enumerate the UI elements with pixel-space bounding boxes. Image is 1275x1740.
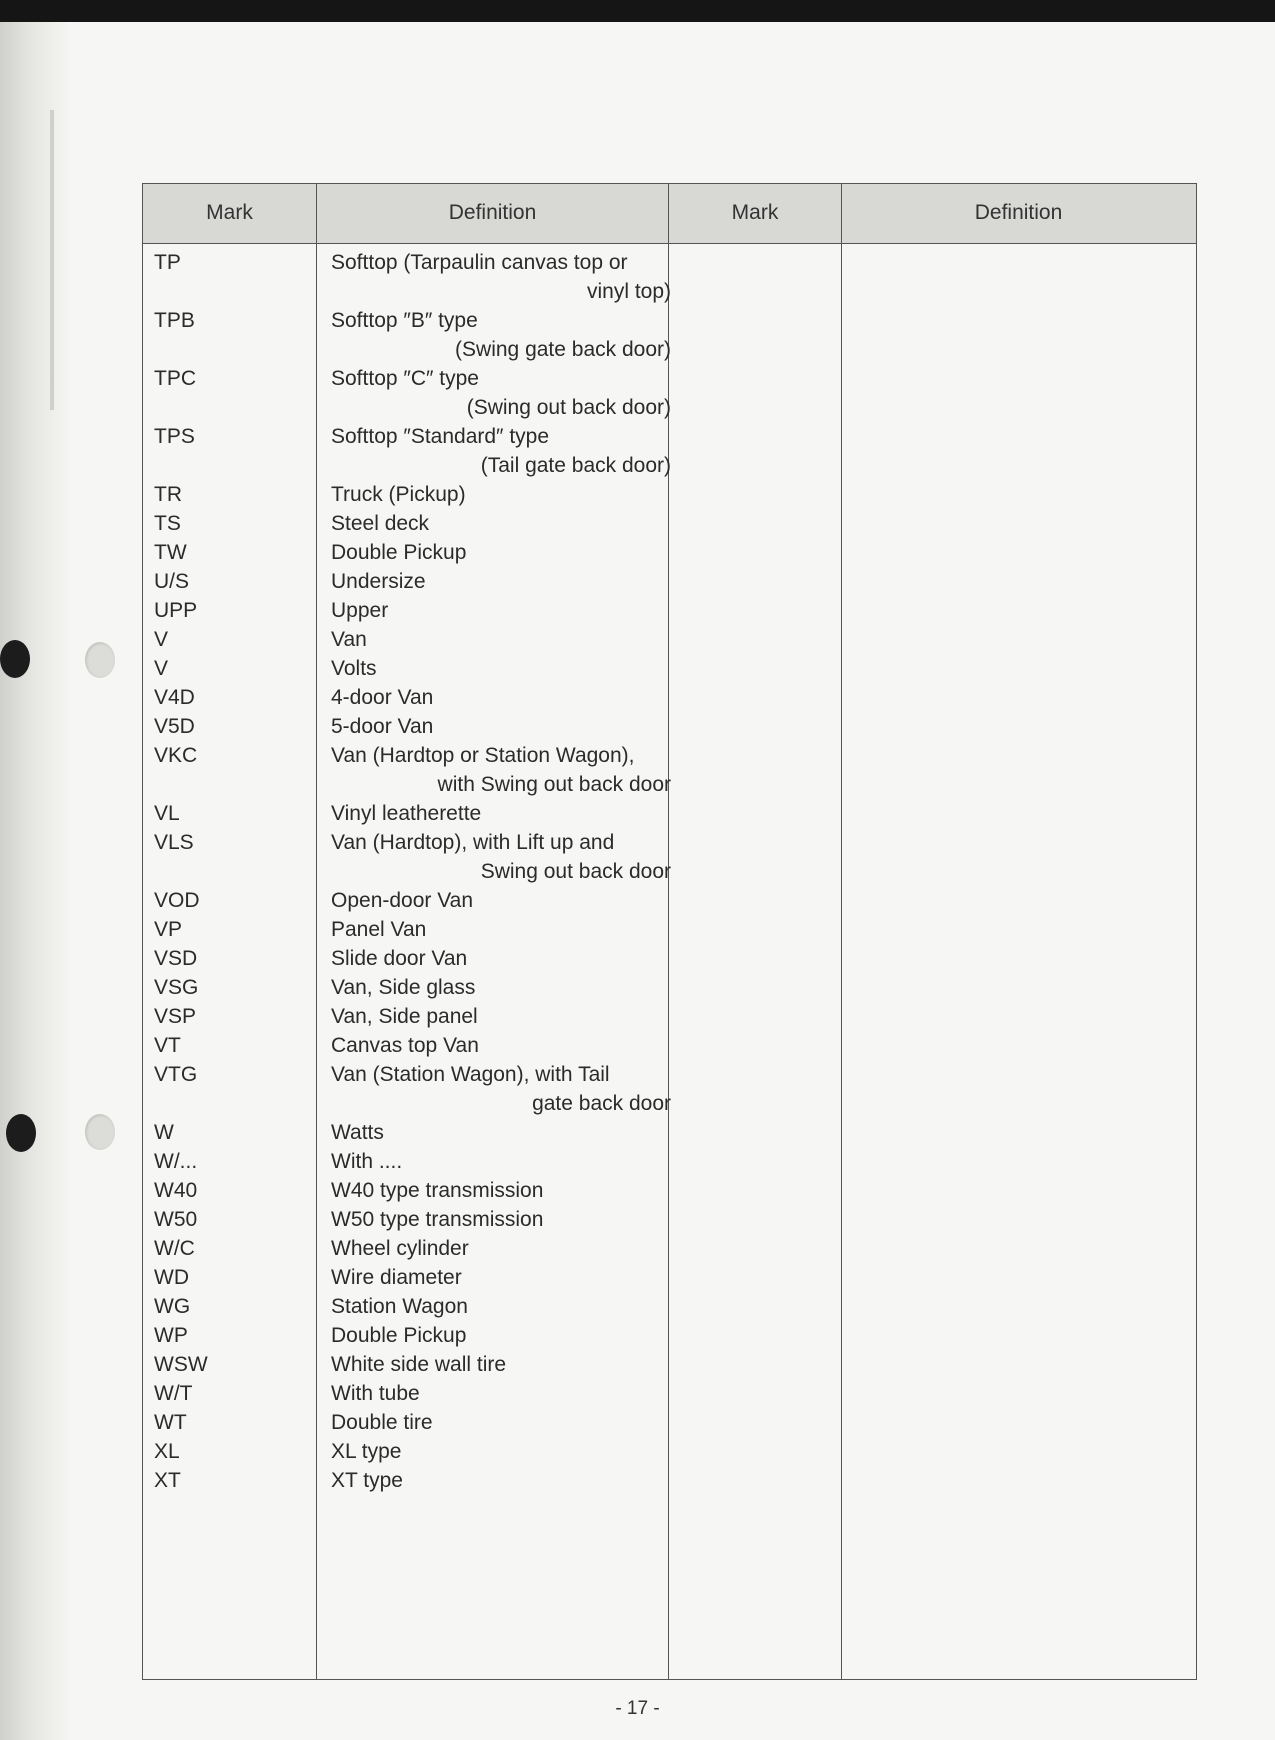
mark-cell: VTG: [154, 1063, 198, 1086]
mark-cell: TPS: [154, 425, 195, 448]
definition-cell: [331, 1408, 671, 1437]
mark-cell: WD: [154, 1266, 189, 1289]
table-row: [143, 480, 1196, 509]
definition-cell: [331, 741, 671, 799]
table-row: [143, 973, 1196, 1002]
definition-text: With ....: [331, 1150, 403, 1173]
table-row: [143, 1437, 1196, 1466]
definition-cell: [331, 1350, 671, 1379]
mark-cell: TPB: [154, 309, 195, 332]
definition-text: Undersize: [331, 570, 426, 593]
mark-cell: TS: [154, 512, 181, 535]
table-row: [143, 1031, 1196, 1060]
table-row: [143, 1147, 1196, 1176]
table-row: [143, 944, 1196, 973]
mark-cell: VLS: [154, 831, 194, 854]
mark-cell: VSD: [154, 947, 198, 970]
table-row: [143, 1263, 1196, 1292]
table-row: [143, 567, 1196, 596]
mark-cell: W50: [154, 1208, 198, 1231]
definition-cell: [331, 886, 671, 915]
definition-cell: [331, 1321, 671, 1350]
mark-cell: XL: [154, 1440, 180, 1463]
definition-cell: [331, 538, 671, 567]
definition-cell: [331, 422, 671, 480]
definition-text: Watts: [331, 1121, 384, 1144]
table-row: [143, 886, 1196, 915]
definition-cell: [331, 915, 671, 944]
definition-text: Van, Side glass: [331, 976, 476, 999]
definition-cell: [331, 567, 671, 596]
mark-cell: TR: [154, 483, 182, 506]
mark-cell: W40: [154, 1179, 198, 1202]
mark-cell: V5D: [154, 715, 195, 738]
definition-cell: [331, 596, 671, 625]
table-row: [143, 538, 1196, 567]
mark-cell: UPP: [154, 599, 198, 622]
mark-cell: U/S: [154, 570, 190, 593]
definition-continuation: (Swing gate back door): [455, 338, 671, 361]
binding-margin: [0, 22, 68, 1740]
definition-continuation: gate back door: [532, 1092, 671, 1115]
mark-cell: W/...: [154, 1150, 198, 1173]
table-row: [143, 712, 1196, 741]
definition-cell: [331, 1002, 671, 1031]
punch-hole-lower: [85, 1114, 115, 1150]
mark-cell: W/T: [154, 1382, 193, 1405]
definition-cell: [331, 364, 671, 422]
definition-text: Canvas top Van: [331, 1034, 479, 1057]
table-row: [143, 654, 1196, 683]
header-definition-left: Definition: [448, 201, 537, 224]
mark-cell: VSG: [154, 976, 199, 999]
definition-text: Wheel cylinder: [331, 1237, 469, 1260]
table-row: [143, 364, 1196, 422]
definition-text: Double tire: [331, 1411, 433, 1434]
header-definition-right: Definition: [974, 201, 1063, 224]
definition-cell: [331, 654, 671, 683]
table-row: [143, 1060, 1196, 1118]
scan-top-border: [0, 0, 1275, 22]
definition-cell: [331, 1379, 671, 1408]
table-row: [143, 422, 1196, 480]
mark-cell: V: [154, 628, 169, 651]
mark-cell: VP: [154, 918, 183, 941]
definition-text: Van (Hardtop or Station Wagon),: [331, 744, 635, 767]
definition-text: Double Pickup: [331, 1324, 467, 1347]
table-row: [143, 828, 1196, 886]
definition-continuation: with Swing out back door: [437, 773, 671, 796]
definition-cell: [331, 1292, 671, 1321]
mark-cell: VKC: [154, 744, 198, 767]
definition-cell: [331, 1234, 671, 1263]
table-row: [143, 683, 1196, 712]
table-row: [143, 1118, 1196, 1147]
table-body: [143, 248, 1196, 1495]
definition-text: Station Wagon: [331, 1295, 468, 1318]
definition-text: With tube: [331, 1382, 420, 1405]
mark-cell: V: [154, 657, 169, 680]
definition-text: XT type: [331, 1469, 403, 1492]
abbreviation-table: [142, 183, 1197, 1680]
mark-cell: TP: [154, 251, 181, 274]
definition-text: Volts: [331, 657, 377, 680]
header-mark-left: Mark: [206, 201, 253, 224]
mark-cell: W: [154, 1121, 174, 1144]
definition-cell: [331, 1437, 671, 1466]
definition-continuation: vinyl top): [586, 280, 671, 303]
definition-text: Softtop ″C″ type: [331, 367, 479, 390]
mark-cell: TW: [154, 541, 187, 564]
mark-cell: W/C: [154, 1237, 195, 1260]
mark-cell: VL: [154, 802, 180, 825]
definition-text: Van (Station Wagon), with Tail: [331, 1063, 610, 1086]
definition-text: Panel Van: [331, 918, 427, 941]
mark-cell: WT: [154, 1411, 187, 1434]
table-row: [143, 1002, 1196, 1031]
mark-cell: WSW: [154, 1353, 208, 1376]
definition-text: Softtop (Tarpaulin canvas top or: [331, 251, 628, 274]
mark-cell: WP: [154, 1324, 188, 1347]
definition-text: Wire diameter: [331, 1266, 462, 1289]
definition-text: Van: [331, 628, 367, 651]
table-row: [143, 1176, 1196, 1205]
page-number: - 17 -: [615, 1698, 660, 1719]
definition-cell: [331, 1147, 671, 1176]
definition-cell: [331, 683, 671, 712]
table-row: [143, 1205, 1196, 1234]
definition-cell: [331, 248, 671, 306]
table-row: [143, 596, 1196, 625]
definition-text: Open-door Van: [331, 889, 474, 912]
definition-text: Softtop ″B″ type: [331, 309, 478, 332]
mark-cell: VT: [154, 1034, 181, 1057]
table-row: [143, 1379, 1196, 1408]
table-row: [143, 1466, 1196, 1495]
definition-cell: [331, 1031, 671, 1060]
definition-text: W50 type transmission: [331, 1208, 544, 1231]
definition-text: Softtop ″Standard″ type: [331, 425, 550, 448]
table-row: [143, 509, 1196, 538]
definition-continuation: (Tail gate back door): [480, 454, 671, 477]
definition-cell: [331, 828, 671, 886]
definition-cell: [331, 1466, 671, 1495]
definition-text: Slide door Van: [331, 947, 468, 970]
table-row: [143, 306, 1196, 364]
table-row: [143, 1321, 1196, 1350]
binder-hole-shadow-lower: [6, 1114, 36, 1152]
mark-cell: TPC: [154, 367, 196, 390]
punch-hole-upper: [85, 642, 115, 678]
table-row: [143, 1408, 1196, 1437]
definition-text: Upper: [331, 599, 389, 622]
definition-cell: [331, 1205, 671, 1234]
definition-cell: [331, 480, 671, 509]
definition-text: 5-door Van: [331, 715, 434, 738]
definition-cell: [331, 973, 671, 1002]
definition-cell: [331, 509, 671, 538]
definition-text: Double Pickup: [331, 541, 467, 564]
definition-text: W40 type transmission: [331, 1179, 544, 1202]
definition-continuation: (Swing out back door): [466, 396, 671, 419]
definition-continuation: Swing out back door: [480, 860, 671, 883]
table-row: [143, 741, 1196, 799]
mark-cell: XT: [154, 1469, 181, 1492]
definition-cell: [331, 944, 671, 973]
definition-text: XL type: [331, 1440, 402, 1463]
definition-cell: [331, 799, 671, 828]
mark-cell: VOD: [154, 889, 200, 912]
table-row: [143, 915, 1196, 944]
definition-text: Van, Side panel: [331, 1005, 478, 1028]
definition-cell: [331, 712, 671, 741]
definition-cell: [331, 625, 671, 654]
table-row: [143, 248, 1196, 306]
table-row: [143, 799, 1196, 828]
mark-cell: VSP: [154, 1005, 197, 1028]
table-row: [143, 625, 1196, 654]
header-mark-right: Mark: [731, 201, 779, 224]
table-header-row: [143, 184, 1196, 244]
definition-text: 4-door Van: [331, 686, 434, 709]
binder-hole-shadow-upper: [0, 640, 30, 678]
definition-cell: [331, 1060, 671, 1118]
definition-cell: [331, 1118, 671, 1147]
definition-cell: [331, 306, 671, 364]
table-row: [143, 1292, 1196, 1321]
table-row: [143, 1234, 1196, 1263]
mark-cell: V4D: [154, 686, 195, 709]
table-row: [143, 1350, 1196, 1379]
definition-text: Van (Hardtop), with Lift up and: [331, 831, 615, 854]
definition-text: Vinyl leatherette: [331, 802, 482, 825]
binding-spine: [50, 110, 54, 410]
definition-cell: [331, 1176, 671, 1205]
definition-text: Truck (Pickup): [331, 483, 466, 506]
definition-text: White side wall tire: [331, 1353, 507, 1376]
definition-cell: [331, 1263, 671, 1292]
mark-cell: WG: [154, 1295, 191, 1318]
definition-text: Steel deck: [331, 512, 430, 535]
